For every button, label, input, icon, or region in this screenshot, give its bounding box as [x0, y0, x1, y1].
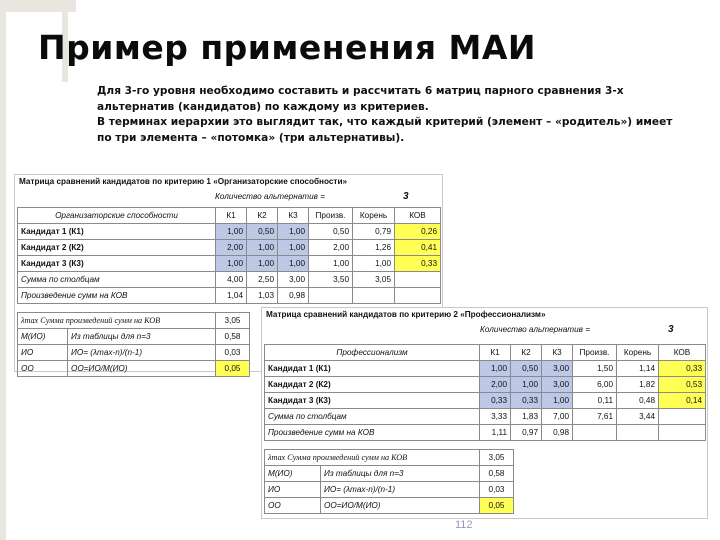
matrix-cell: 3,00 — [542, 377, 573, 393]
column-header: Корень — [353, 208, 395, 224]
matrix-cell: 2,00 — [480, 377, 511, 393]
criterion-header: Организаторские способности — [18, 208, 216, 224]
table-row — [265, 377, 706, 393]
sum-cell: 2,50 — [247, 272, 278, 288]
mio-label: М(ИО) — [265, 466, 321, 482]
alternatives-count-label: Количество альтернатив = — [480, 325, 590, 334]
table-row — [265, 361, 706, 377]
lambda-value: 3,05 — [216, 313, 250, 329]
empty-cell — [395, 272, 441, 288]
matrix-cell: 3,00 — [542, 361, 573, 377]
sum-cell: 4,00 — [216, 272, 247, 288]
intro-line: В терминах иерархии это выглядит так, что каждый критерий (элемент – «родитель») имеет — [97, 116, 673, 128]
sum-cell: 3,05 — [353, 272, 395, 288]
mio-label: М(ИО) — [18, 329, 68, 345]
oo-text: ОО=ИО/М(ИО) — [321, 498, 480, 514]
matrix-cell: 1,00 — [278, 240, 309, 256]
io-row — [18, 345, 250, 361]
mio-row — [18, 329, 250, 345]
product-cell: 6,00 — [573, 377, 617, 393]
consistency-table — [17, 312, 250, 377]
sum-cell: 3,00 — [278, 272, 309, 288]
mio-text: Из таблицы для n=3 — [68, 329, 216, 345]
column-header: К3 — [278, 208, 309, 224]
matrix-sheet-2 — [261, 307, 708, 519]
kov-cell: 0,53 — [659, 377, 706, 393]
kov-cell: 0,26 — [395, 224, 441, 240]
root-cell: 1,82 — [617, 377, 659, 393]
io-value: 0,03 — [216, 345, 250, 361]
lambda-row — [265, 450, 514, 466]
product-sum-cell: 1,04 — [216, 288, 247, 304]
product-sum-cell: 0,97 — [511, 425, 542, 441]
matrix-table — [264, 344, 706, 441]
column-header: Произв. — [573, 345, 617, 361]
sum-cell: 7,00 — [542, 409, 573, 425]
sum-cell: 3,50 — [309, 272, 353, 288]
table-row — [265, 393, 706, 409]
alternatives-count-label: Количество альтернатив = — [215, 192, 325, 201]
mio-value: 0,58 — [216, 329, 250, 345]
matrix-cell: 1,00 — [216, 224, 247, 240]
io-row — [265, 482, 514, 498]
product-row — [18, 288, 441, 304]
product-cell: 0,11 — [573, 393, 617, 409]
root-cell: 0,48 — [617, 393, 659, 409]
kov-cell: 0,33 — [659, 361, 706, 377]
column-header: К2 — [511, 345, 542, 361]
lambda-value: 3,05 — [480, 450, 514, 466]
matrix-cell: 0,33 — [480, 393, 511, 409]
lambda-label: λmax Сумма произведений сумм на КОВ — [18, 313, 216, 329]
matrix-cell: 0,50 — [247, 224, 278, 240]
table-row — [18, 256, 441, 272]
matrix-cell: 1,00 — [278, 224, 309, 240]
sums-label: Сумма по столбцам — [265, 409, 480, 425]
intro-line: альтернатив (кандидатов) по каждому из критериев. — [97, 100, 429, 113]
matrix-cell: 1,00 — [511, 377, 542, 393]
row-label: Кандидат 3 (К3) — [265, 393, 480, 409]
root-cell: 1,00 — [353, 256, 395, 272]
product-cell: 2,00 — [309, 240, 353, 256]
column-header: КОВ — [395, 208, 441, 224]
product-cell: 1,50 — [573, 361, 617, 377]
mio-text: Из таблицы для n=3 — [321, 466, 480, 482]
empty-cell — [573, 425, 617, 441]
oo-value: 0,05 — [216, 361, 250, 377]
intro-line: по три элемента – «потомка» (три альтернативы). — [97, 131, 405, 144]
sum-cell: 3,44 — [617, 409, 659, 425]
oo-row — [18, 361, 250, 377]
sum-cell: 7,61 — [573, 409, 617, 425]
intro-line: Для 3-го уровня необходимо составить и рассчитать 6 матриц парного сравнения 3-х — [97, 85, 624, 97]
oo-row — [265, 498, 514, 514]
root-cell: 1,14 — [617, 361, 659, 377]
io-text: ИО= (λmax-n)/(n-1) — [68, 345, 216, 361]
row-label: Кандидат 2 (К2) — [18, 240, 216, 256]
column-header: Корень — [617, 345, 659, 361]
empty-cell — [353, 288, 395, 304]
row-label: Кандидат 1 (К1) — [18, 224, 216, 240]
column-header: К3 — [542, 345, 573, 361]
io-label: ИО — [18, 345, 68, 361]
criterion-header: Профессионализм — [265, 345, 480, 361]
oo-text: ОО=ИО/М(ИО) — [68, 361, 216, 377]
matrix-cell: 2,00 — [216, 240, 247, 256]
product-cell: 0,50 — [309, 224, 353, 240]
sum-cell: 3,33 — [480, 409, 511, 425]
decor-bar-left — [0, 0, 6, 540]
column-header: Произв. — [309, 208, 353, 224]
kov-cell: 0,14 — [659, 393, 706, 409]
column-header: К1 — [480, 345, 511, 361]
mio-value: 0,58 — [480, 466, 514, 482]
sums-row — [18, 272, 441, 288]
matrix-cell: 1,00 — [278, 256, 309, 272]
lambda-row — [18, 313, 250, 329]
product-label: Произведение сумм на КОВ — [18, 288, 216, 304]
column-header: КОВ — [659, 345, 706, 361]
alternatives-count-value: 3 — [668, 324, 674, 335]
empty-cell — [659, 409, 706, 425]
matrix-cell: 0,33 — [511, 393, 542, 409]
consistency-table — [264, 449, 514, 514]
sums-row — [265, 409, 706, 425]
oo-label: ОО — [265, 498, 321, 514]
matrix-cell: 1,00 — [247, 256, 278, 272]
product-sum-cell: 0,98 — [278, 288, 309, 304]
column-header: К2 — [247, 208, 278, 224]
kov-cell: 0,41 — [395, 240, 441, 256]
product-row — [265, 425, 706, 441]
oo-value: 0,05 — [480, 498, 514, 514]
row-label: Кандидат 2 (К2) — [265, 377, 480, 393]
matrix-caption: Матрица сравнений кандидатов по критерию 2 «Профессионализм» — [266, 310, 546, 319]
header-row — [18, 208, 441, 224]
product-sum-cell: 0,98 — [542, 425, 573, 441]
table-row — [18, 224, 441, 240]
sum-cell: 1,83 — [511, 409, 542, 425]
io-text: ИО= (λmax-n)/(n-1) — [321, 482, 480, 498]
product-sum-cell: 1,03 — [247, 288, 278, 304]
row-label: Кандидат 1 (К1) — [265, 361, 480, 377]
matrix-caption: Матрица сравнений кандидатов по критерию 1 «Организаторские способности» — [19, 177, 348, 186]
matrix-cell: 1,00 — [216, 256, 247, 272]
page-number: 112 — [455, 519, 473, 531]
matrix-cell: 1,00 — [542, 393, 573, 409]
column-header: К1 — [216, 208, 247, 224]
kov-cell: 0,33 — [395, 256, 441, 272]
io-label: ИО — [265, 482, 321, 498]
matrix-cell: 1,00 — [480, 361, 511, 377]
io-value: 0,03 — [480, 482, 514, 498]
matrix-cell: 1,00 — [247, 240, 278, 256]
slide-title: Пример применения МАИ — [38, 28, 537, 67]
matrix-table — [17, 207, 441, 304]
product-label: Произведение сумм на КОВ — [265, 425, 480, 441]
sums-label: Сумма по столбцам — [18, 272, 216, 288]
row-label: Кандидат 3 (К3) — [18, 256, 216, 272]
root-cell: 1,26 — [353, 240, 395, 256]
alternatives-count-value: 3 — [403, 191, 409, 202]
oo-label: ОО — [18, 361, 68, 377]
lambda-label: λmax Сумма произведений сумм на КОВ — [265, 450, 480, 466]
matrix-cell: 0,50 — [511, 361, 542, 377]
intro-text — [97, 84, 687, 146]
empty-cell — [617, 425, 659, 441]
mio-row — [265, 466, 514, 482]
empty-cell — [659, 425, 706, 441]
empty-cell — [395, 288, 441, 304]
empty-cell — [309, 288, 353, 304]
header-row — [265, 345, 706, 361]
table-row — [18, 240, 441, 256]
product-cell: 1,00 — [309, 256, 353, 272]
root-cell: 0,79 — [353, 224, 395, 240]
product-sum-cell: 1,11 — [480, 425, 511, 441]
